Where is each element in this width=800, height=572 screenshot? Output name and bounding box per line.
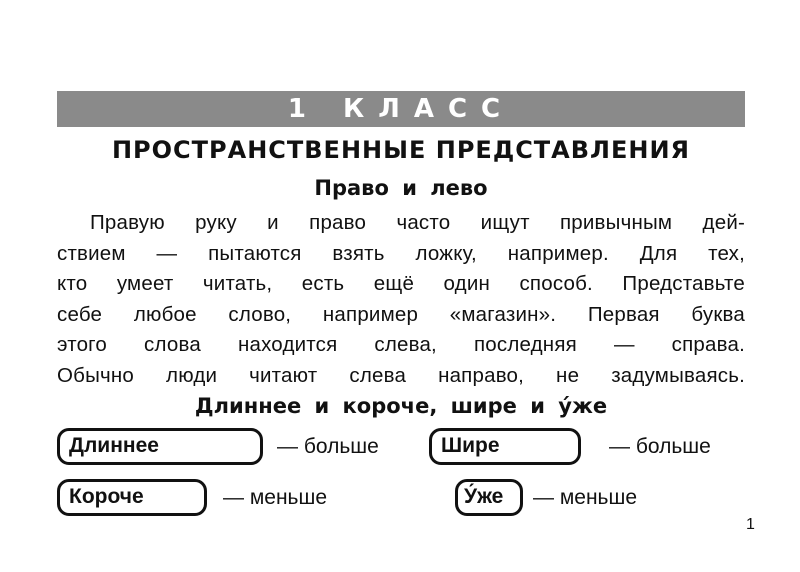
term-meaning: — меньше: [223, 485, 328, 509]
term-box-shorter: Короче: [57, 479, 207, 516]
term-box-narrower: У́же: [455, 479, 523, 516]
section-heading-size-comparison: Длиннее и короче, шире и у́же: [194, 394, 608, 418]
section-heading-left-right: Право и лево: [314, 176, 488, 200]
paragraph-line: себе любое слово, например «магазин». Первая буква: [57, 302, 745, 326]
paragraph-line: этого слова находится слева, последняя — справа.: [57, 333, 745, 356]
term-box-wider: Шире: [429, 428, 581, 465]
term-meaning: — больше: [277, 434, 379, 458]
paragraph-line: ствием — пытаются взять ложку, например. Для тех,: [57, 241, 745, 265]
section-paragraph: [57, 208, 745, 391]
term-box-longer: Длиннее: [57, 428, 263, 465]
term-row-longer: [57, 428, 379, 465]
grade-label: 1 КЛАСС: [287, 94, 515, 124]
page-number: 1: [746, 516, 755, 533]
term-meaning: — больше: [609, 434, 711, 458]
term-row-shorter: [57, 479, 327, 516]
paragraph-line: Правую руку и право часто ищут привычным дей-: [90, 211, 745, 234]
grade-banner: [57, 91, 745, 127]
paragraph-line: кто умеет читать, есть ещё один способ. Представьте: [57, 272, 745, 295]
page-title: ПРОСТРАНСТВЕННЫЕ ПРЕДСТАВЛЕНИЯ: [111, 136, 691, 164]
term-row-narrower: [455, 479, 637, 516]
term-meaning: — меньше: [533, 485, 638, 509]
paragraph-line: Обычно люди читают слева направо, не задумываясь.: [57, 363, 745, 387]
term-row-wider: [429, 428, 711, 465]
